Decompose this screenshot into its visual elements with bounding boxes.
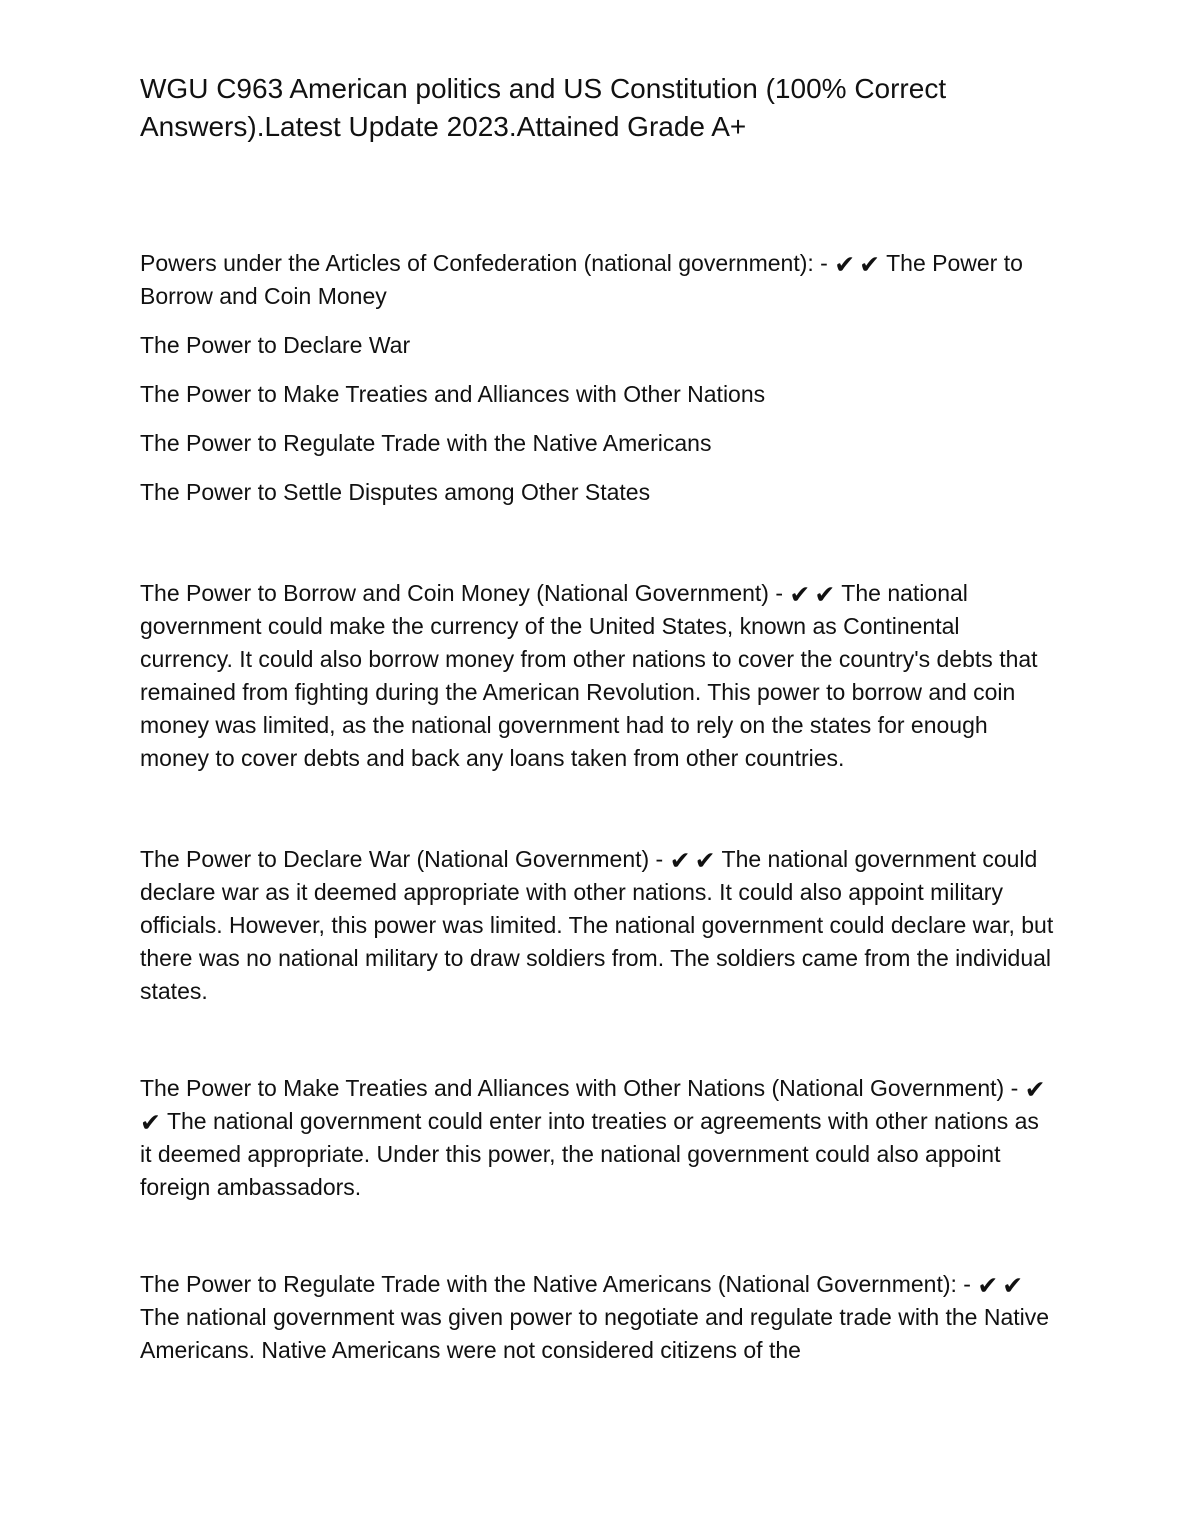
question-text: The Power to Borrow and Coin Money (National Government) -	[140, 580, 790, 606]
list-item: The Power to Regulate Trade with the Native Americans	[140, 430, 712, 456]
answer-text: The national government was given power to negotiate and regulate trade with the Native Americans. Native Americans were not considered citizens of the	[140, 1304, 1050, 1363]
qa-entry	[140, 247, 1055, 313]
document-page	[140, 70, 1055, 1367]
answer-text: The national government could enter into treaties or agreements with other nations as it deemed appropriate. Under this power, the national government could also appoint foreign ambassadors.	[140, 1108, 1039, 1200]
answer-text: The national government could declare war as it deemed appropriate with other nations. It could also appoint military officials. However, this power was limited. The national government could declare war, but there was no national military to draw soldiers from. The soldiers came from the individual states.	[140, 846, 1054, 1004]
question-text: Powers under the Articles of Confederation (national government): -	[140, 250, 835, 276]
check-icon: ✔	[669, 847, 691, 875]
answer-text: The national government could make the currency of the United States, known as Continental currency. It could also borrow money from other nations to cover the country's debts that remained from fighting during the American Revolution. This power to borrow and coin money was limited, as the national government had to rely on the states for enough money to cover debts and back any loans taken from other countries.	[140, 580, 1038, 771]
check-icon: ✔	[789, 581, 811, 609]
check-icon: ✔	[1002, 1272, 1024, 1300]
qa-entry	[140, 1072, 1055, 1204]
list-item: The Power to Make Treaties and Alliances with Other Nations	[140, 381, 766, 407]
answer-text: The Power to Borrow and Coin Money	[140, 250, 1023, 309]
check-icon: ✔	[977, 1272, 999, 1300]
document-title: WGU C963 American politics and US Constitution (100% Correct Answers).Latest Update 2023.Attained Grade A+	[140, 73, 947, 142]
check-icon: ✔	[814, 581, 836, 609]
qa-entry	[140, 1268, 1055, 1367]
question-text: The Power to Make Treaties and Alliances with Other Nations (National Government) -	[140, 1075, 1025, 1101]
check-icon: ✔	[140, 1109, 161, 1137]
check-icon: ✔	[834, 251, 856, 279]
check-icon: ✔	[694, 847, 716, 875]
check-icon: ✔	[1024, 1076, 1046, 1104]
check-icon: ✔	[859, 251, 881, 279]
question-text: The Power to Regulate Trade with the Native Americans (National Government): -	[140, 1271, 978, 1297]
question-text: The Power to Declare War (National Government) -	[140, 846, 670, 872]
list-item: The Power to Declare War	[140, 332, 411, 358]
qa-entry	[140, 577, 1055, 775]
list-item: The Power to Settle Disputes among Other States	[140, 479, 651, 505]
qa-entry	[140, 843, 1055, 1008]
